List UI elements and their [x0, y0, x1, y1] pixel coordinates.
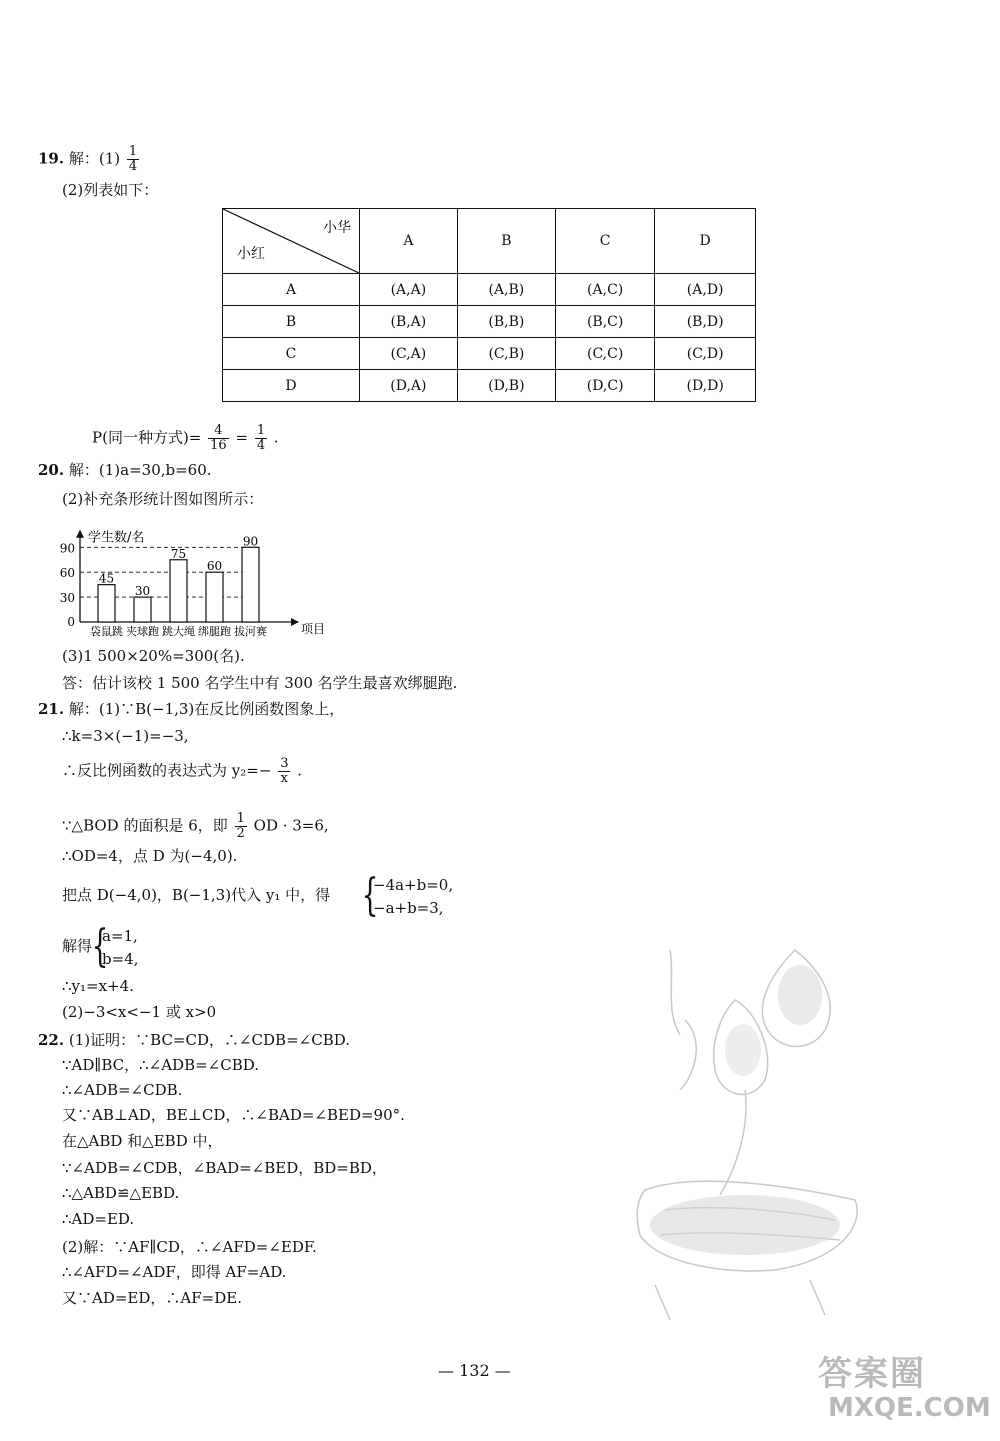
- table-row: [223, 306, 756, 338]
- q21-number: 21.: [38, 700, 65, 718]
- table-cell: (A,B): [457, 274, 555, 306]
- q22-line: 又∵AB⊥AD，BE⊥CD，∴∠BAD=∠BED=90°.: [62, 1106, 405, 1124]
- table-cell: (D,C): [555, 370, 654, 402]
- col-header: A: [360, 209, 458, 274]
- corner-top-label: 小华: [323, 220, 351, 236]
- table-cell: (A,A): [360, 274, 458, 306]
- table-cell: (B,B): [457, 306, 555, 338]
- q20-line2: (2)补充条形统计图如图所示：: [62, 490, 264, 508]
- bar: [242, 547, 259, 622]
- q20-line4: 答：估计该校 1 500 名学生中有 300 名学生最喜欢绑腿跑.: [62, 674, 458, 692]
- table-cell: (D,A): [360, 370, 458, 402]
- x-axis-label: 项目: [301, 622, 326, 636]
- q22-line: ∵∠ADB=∠CDB，∠BAD=∠BED，BD=BD，: [62, 1159, 387, 1177]
- q19-line1: 19. 解：(1) $\frac{1}{4}$: [38, 144, 138, 174]
- table-row: [223, 338, 756, 370]
- col-header: B: [457, 209, 555, 274]
- table-cell: (C,B): [457, 338, 555, 370]
- table-cell: (D,D): [655, 370, 756, 402]
- q21-system2-eq1: a=1,: [102, 927, 138, 945]
- bar: [170, 560, 187, 622]
- table-cell: (C,C): [555, 338, 654, 370]
- category-label: 拔河赛: [234, 625, 267, 638]
- q21-line7: 解得: [62, 937, 93, 955]
- q21-line6: 把点 D(−4,0)，B(−1,3)代入 y₁ 中，得: [62, 886, 331, 904]
- y-axis-label: 学生数/名: [88, 530, 145, 546]
- bar-value-label: 75: [170, 546, 187, 561]
- bar-value-label: 60: [206, 559, 223, 574]
- category-label: 夹球跑: [126, 625, 159, 638]
- q20-line1: 20. 解：(1)a=30,b=60.: [38, 461, 212, 479]
- table-cell: (A,D): [655, 274, 756, 306]
- bar: [98, 585, 115, 622]
- table-row: [223, 370, 756, 402]
- q19-probability: P(同一种方式)= $\frac{4}{16}$ = $\frac{1}{4}$ .: [92, 423, 279, 453]
- left-brace-icon: {: [361, 870, 379, 921]
- q22-line: 又∵AD=ED，∴AF=DE.: [62, 1289, 242, 1307]
- table-corner-cell: [223, 209, 360, 274]
- outcome-table: [222, 208, 756, 402]
- y-tick-label: 90: [59, 541, 75, 556]
- left-brace-icon: {: [91, 921, 109, 972]
- bar-value-label: 30: [134, 584, 151, 599]
- watermark-logo-text: 答案圈: [818, 1354, 926, 1394]
- watermark-logo: [818, 1355, 991, 1423]
- lotus-illustration-icon: [625, 940, 875, 1320]
- q21-system2-eq2: b=4,: [102, 950, 139, 968]
- q21-line8: ∴y₁=x+4.: [62, 977, 134, 995]
- q22-line: ∴△ABD≌△EBD.: [62, 1184, 180, 1202]
- category-label: 跳大绳: [162, 625, 195, 638]
- bar: [206, 572, 223, 622]
- row-header: A: [223, 274, 360, 306]
- page-number: — 132 —: [438, 1361, 511, 1380]
- q22-line1: 22. (1)证明：∵BC=CD，∴∠CDB=∠CBD.: [38, 1031, 350, 1049]
- q21-line3: ∴反比例函数的表达式为 y₂=− $\frac{3}{x}$ .: [62, 756, 303, 786]
- table-cell: (C,D): [655, 338, 756, 370]
- table-cell: (B,A): [360, 306, 458, 338]
- q22-line: ∴∠AFD=∠ADF，即得 AF=AD.: [62, 1263, 287, 1281]
- category-label: 袋鼠跳: [90, 625, 123, 638]
- q20-line3: (3)1 500×20%=300(名).: [62, 647, 245, 665]
- bar-value-label: 90: [242, 534, 259, 549]
- q21-line9: (2)−3<x<−1 或 x>0: [62, 1003, 217, 1021]
- q22-line: ∴∠ADB=∠CDB.: [62, 1081, 183, 1099]
- bar: [134, 597, 151, 622]
- row-header: C: [223, 338, 360, 370]
- table-cell: (B,C): [555, 306, 654, 338]
- bar-chart: [50, 510, 330, 645]
- row-header: B: [223, 306, 360, 338]
- q21-system1-eq1: −4a+b=0,: [373, 876, 454, 894]
- q22-line: 在△ABD 和△EBD 中，: [62, 1132, 223, 1150]
- q19-fraction: $\frac{1}{4}$: [128, 144, 138, 174]
- col-header: C: [555, 209, 654, 274]
- q19-line2: (2)列表如下：: [62, 181, 159, 199]
- q20-number: 20.: [38, 461, 65, 479]
- y-tick-label: 60: [59, 566, 75, 581]
- y-tick-label: 30: [59, 591, 75, 606]
- table-cell: (D,B): [457, 370, 555, 402]
- q21-system1-eq2: −a+b=3,: [373, 899, 444, 917]
- corner-bottom-label: 小红: [237, 246, 265, 262]
- q22-line: (2)解：∵AF∥CD，∴∠AFD=∠EDF.: [62, 1238, 317, 1256]
- watermark-url: MXQE.COM: [828, 1393, 991, 1423]
- col-header: D: [655, 209, 756, 274]
- y-tick-label: 0: [67, 615, 75, 629]
- category-label: 绑腿跑: [198, 625, 231, 638]
- y-axis-arrow-icon: [76, 530, 84, 538]
- x-axis-arrow-icon: [291, 618, 299, 626]
- table-cell: (C,A): [360, 338, 458, 370]
- table-cell: (B,D): [655, 306, 756, 338]
- q21-line4: ∵△BOD 的面积是 6，即 $\frac{1}{2}$ OD · 3=6,: [62, 811, 329, 841]
- row-header: D: [223, 370, 360, 402]
- q22-number: 22.: [38, 1031, 65, 1049]
- q22-line: ∴AD=ED.: [62, 1210, 135, 1228]
- table-row: [223, 274, 756, 306]
- bar-value-label: 45: [98, 571, 115, 586]
- q21-line1: 21. 解：(1)∵B(−1,3)在反比例函数图象上，: [38, 700, 345, 718]
- q21-line5: ∴OD=4，点 D 为(−4,0).: [62, 847, 238, 865]
- q22-line: ∵AD∥BC，∴∠ADB=∠CBD.: [62, 1056, 259, 1074]
- q21-line2: ∴k=3×(−1)=−3,: [62, 727, 189, 745]
- q19-number: 19.: [38, 149, 65, 168]
- table-cell: (A,C): [555, 274, 654, 306]
